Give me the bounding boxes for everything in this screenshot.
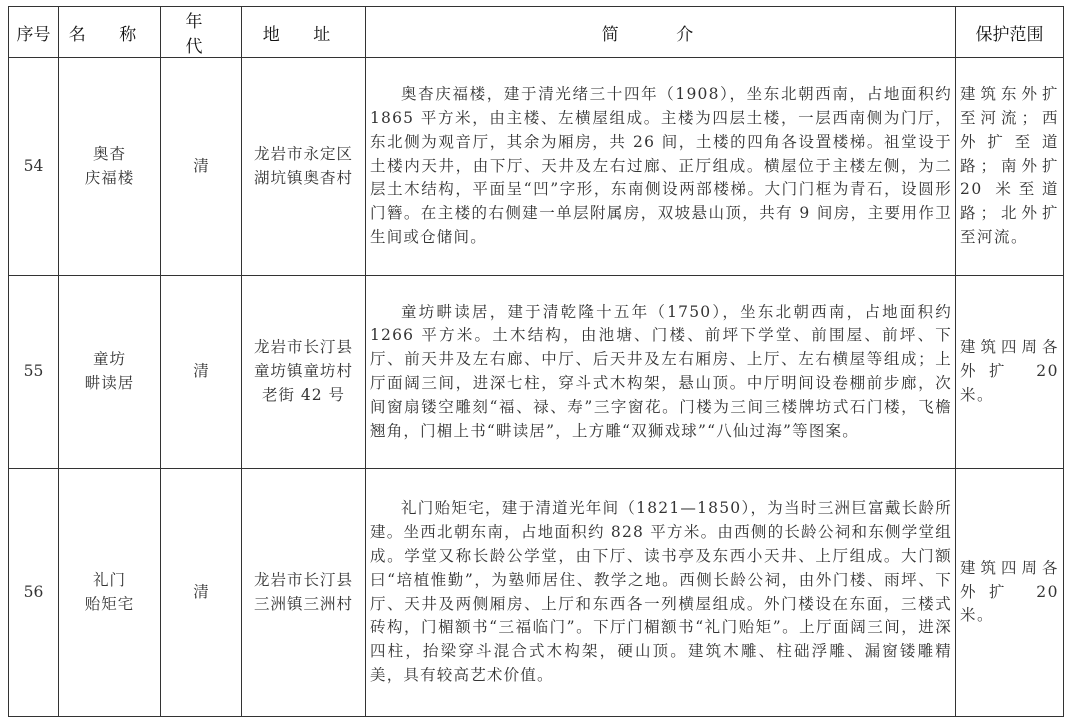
row-description: 礼门贻矩宅，建于清道光年间（1821—1850），为当时三洲巨富戴长龄所建。坐西北朝东南，占地面积约 828 平方米。由西侧的长龄公祠和东侧学堂组成。学堂又称长龄公学堂，由下厅、读书亭及东西小天井、上厅组成。大门额曰“培植惟勤”，为塾师居住、教学之地。西侧长龄公祠，由外门楼、雨坪、下厅、天井及两侧厢房、上厅和东西各一列横屋组成。外门楼设在东面，三楼式砖构，门楣额书“三福临门”。下厅门楣额书“礼门贻矩”。上厅面阔三间，进深四柱，抬梁穿斗混合式木构架，硬山顶。建筑木雕、柱础浮雕、漏窗镂雕精美，具有较高艺术价值。 — [366, 469, 956, 717]
table-header-row — [9, 7, 1064, 58]
row-name — [59, 469, 161, 717]
header-description: 简 介 — [366, 7, 956, 58]
row-name-line2: 贻矩宅 — [84, 594, 135, 613]
table-row — [9, 58, 1064, 276]
header-address: 地 址 — [242, 7, 366, 58]
row-index: 55 — [9, 276, 59, 469]
row-protection: 建筑四周各外扩 20 米。 — [956, 276, 1064, 469]
table-row — [9, 469, 1064, 717]
header-era: 年 代 — [161, 7, 242, 58]
row-name-line2: 畊读居 — [84, 374, 135, 392]
row-address: 龙岩市永定区湖坑镇奥杳村 — [242, 58, 366, 276]
row-address: 龙岩市长汀县童坊镇童坊村老街 42 号 — [242, 276, 366, 469]
row-name — [59, 276, 161, 469]
header-index: 序号 — [9, 7, 59, 58]
header-name: 名 称 — [59, 7, 161, 58]
header-protection: 保护范围 — [956, 7, 1064, 58]
row-index: 56 — [9, 469, 59, 717]
row-era: 清 — [161, 58, 242, 276]
row-address: 龙岩市长汀县三洲镇三洲村 — [242, 469, 366, 717]
heritage-sites-table — [8, 6, 1064, 717]
row-protection: 建筑四周各外扩 20 米。 — [956, 469, 1064, 717]
row-name-line2: 庆福楼 — [84, 168, 135, 187]
row-description: 奥杳庆福楼，建于清光绪三十四年（1908），坐东北朝西南，占地面积约 1865 平方米，由主楼、左横屋组成。主楼为四层土楼，一层西南侧为门厅，东北侧为观音厅，其余为厢房，共 26 间，土楼的四角各设置楼梯。祖堂设于土楼内天井，由下厅、天井及左右过廊、正厅组成。横屋位于主楼左侧，为二层土木结构，平面呈“凹”字形，东南侧设两部楼梯。大门门框为青石，设圆形门簪。在主楼的右侧建一单层附属房，双坡悬山顶，共有 9 间房，主要用作卫生间或仓储间。 — [366, 58, 956, 276]
row-index: 54 — [9, 58, 59, 276]
row-name — [59, 58, 161, 276]
row-name-line1: 礼门 — [92, 570, 126, 589]
row-era: 清 — [161, 469, 242, 717]
row-era: 清 — [161, 276, 242, 469]
table-row — [9, 276, 1064, 469]
row-description: 童坊畊读居，建于清乾隆十五年（1750），坐东北朝西南，占地面积约 1266 平方米。土木结构，由池塘、门楼、前坪下学堂、前围屋、前坪、下厅、前天井及左右廊、中厅、后天井及左右厢房、上厅、左右横屋等组成；上厅面阔三间，进深七柱，穿斗式木构架，悬山顶。中厅明间设卷棚前步廊，次间窗扇镂空雕刻“福、禄、寿”三字窗花。门楼为三间三楼牌坊式石门楼，飞檐翘角，门楣上书“畊读居”，上方雕“双狮戏球”“八仙过海”等图案。 — [366, 276, 956, 469]
row-name-line1: 奥杳 — [92, 144, 126, 163]
row-protection: 建筑东外扩至河流；西外扩至道路；南外扩 20 米至道路；北外扩至河流。 — [956, 58, 1064, 276]
row-name-line1: 童坊 — [92, 350, 126, 369]
